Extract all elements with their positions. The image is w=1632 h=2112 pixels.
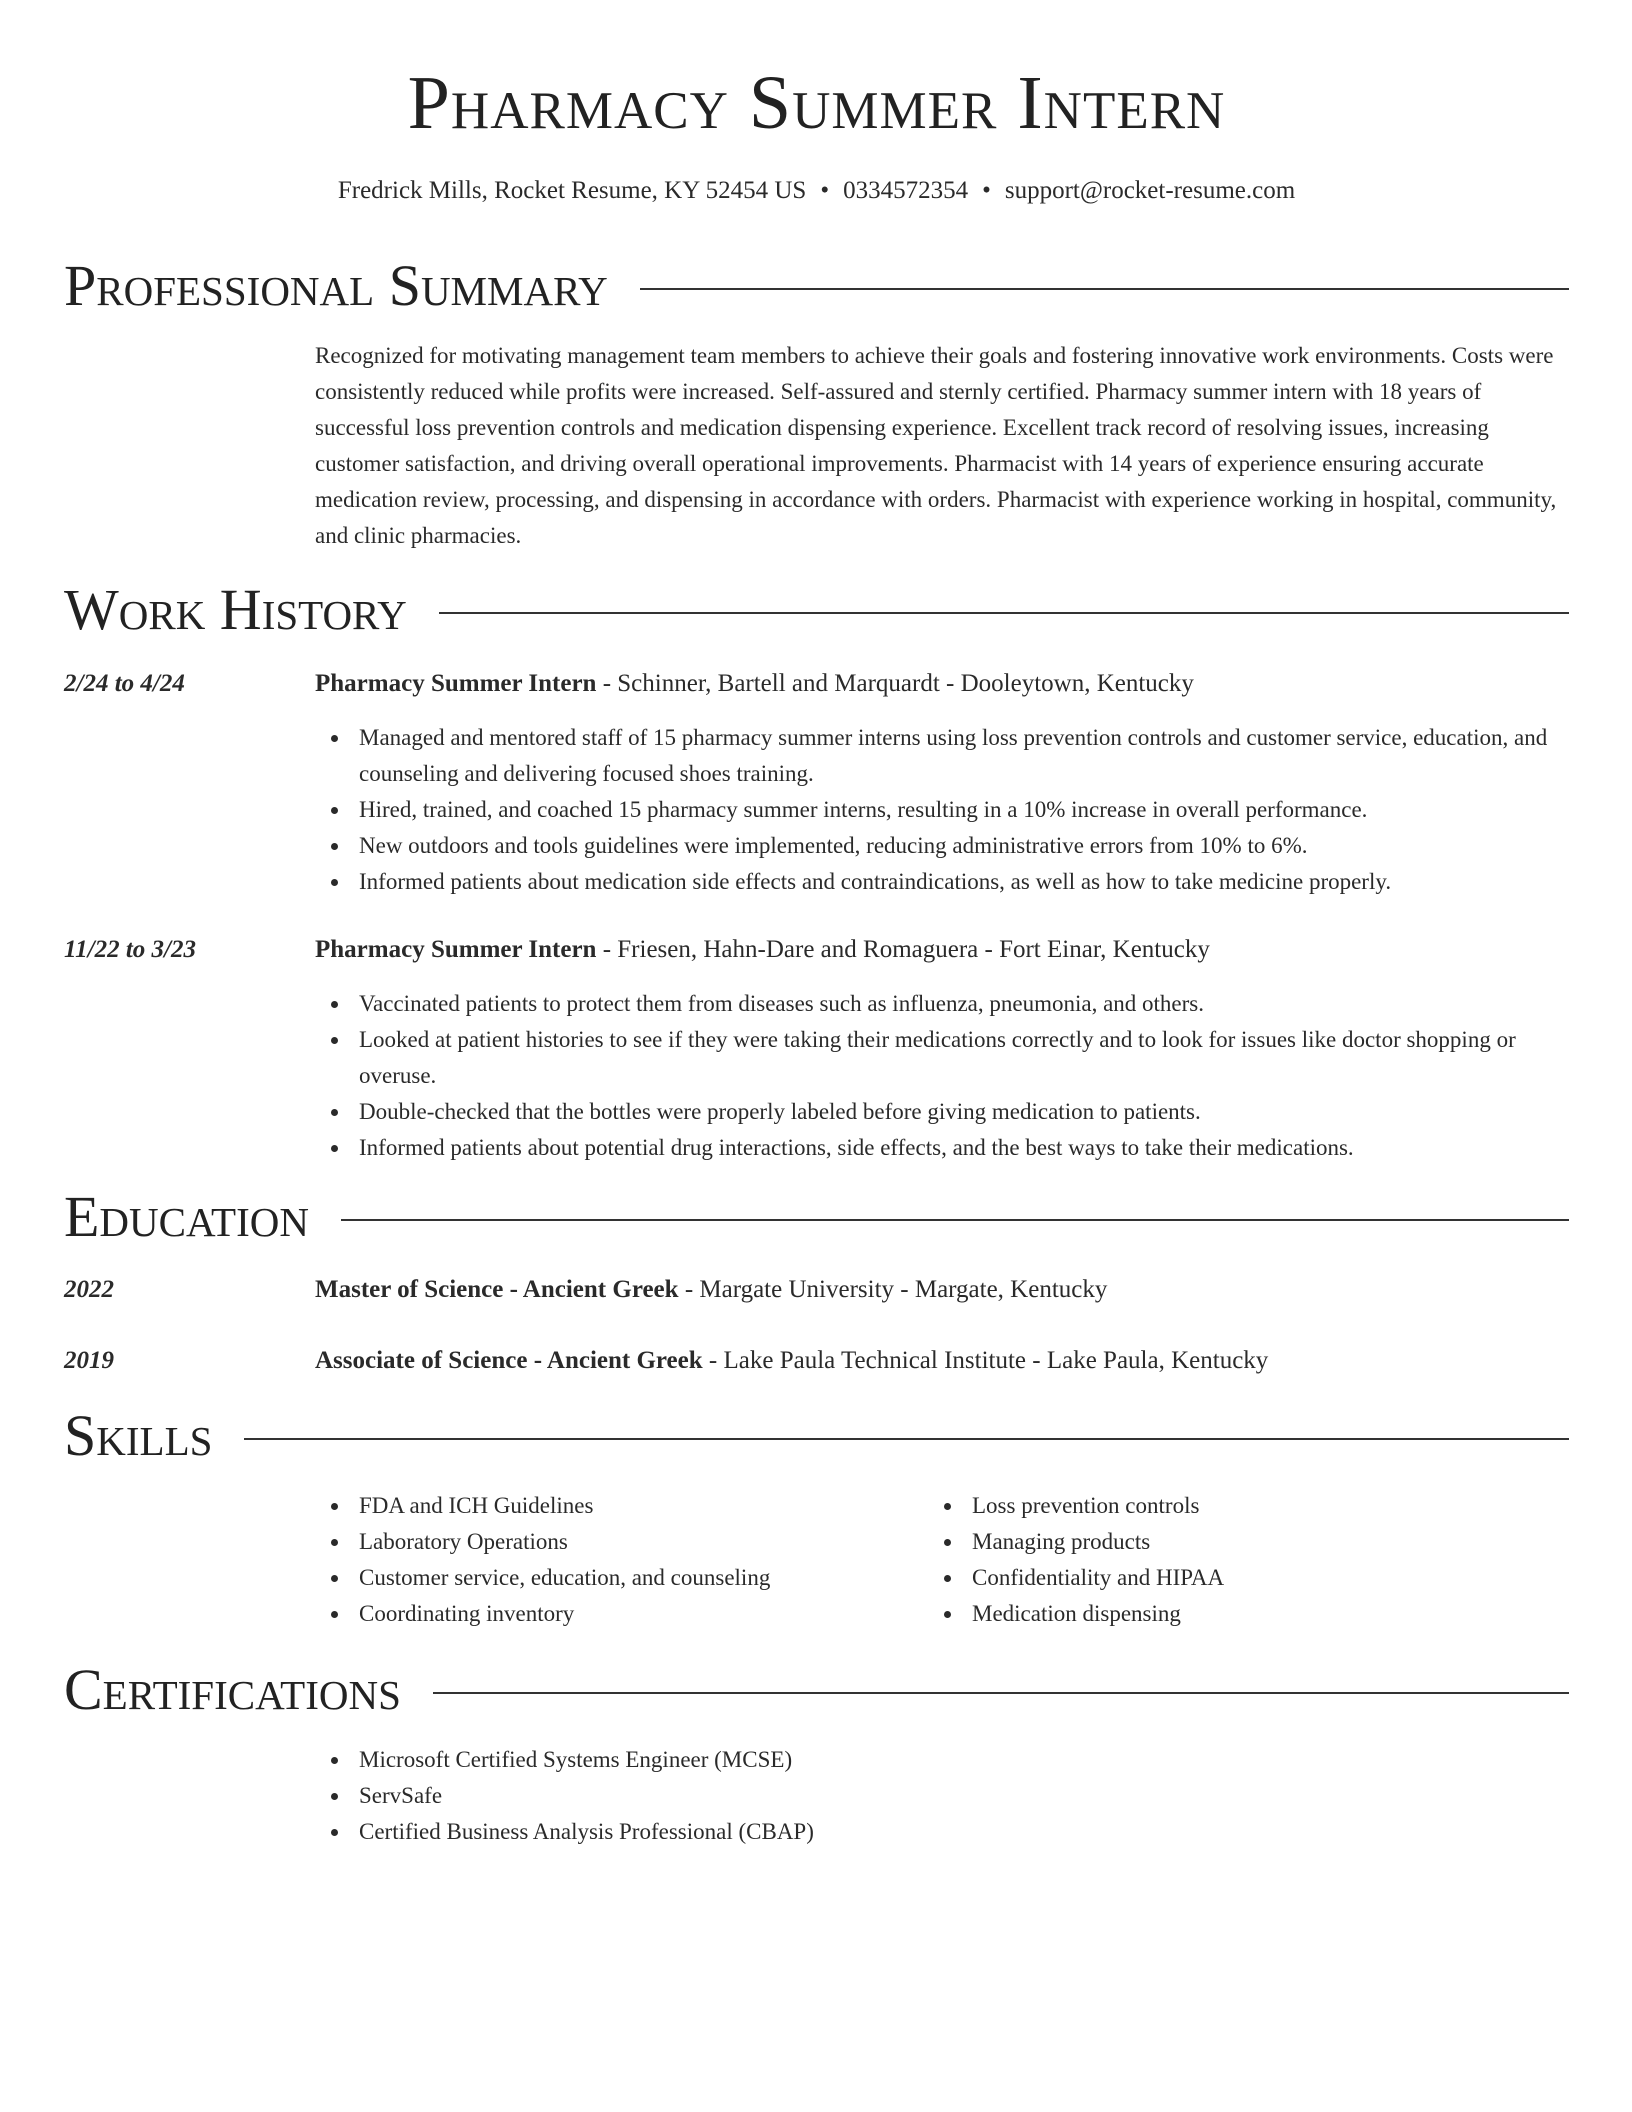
job-bullet: Managed and mentored staff of 15 pharmacy summer interns using loss prevention controls and customer service, education, and counseling and delivering focused shoes training. xyxy=(359,720,1569,792)
education-degree: Associate of Science - Ancient Greek xyxy=(315,1347,703,1374)
summary-section-header xyxy=(64,253,1569,318)
skills-section-header xyxy=(64,1403,1569,1468)
job-dates: 11/22 to 3/23 xyxy=(64,936,196,963)
job-bullet: Looked at patient histories to see if they were taking their medications correctly and to look for issues like doctor shopping or overuse. xyxy=(359,1022,1569,1094)
contact-address: Fredrick Mills, Rocket Resume, KY 52454 US xyxy=(337,177,807,204)
job-title: Pharmacy Summer Intern xyxy=(315,670,597,697)
job-bullet: Double-checked that the bottles were properly labeled before giving medication to patients. xyxy=(359,1094,1569,1130)
contact-line xyxy=(64,174,1569,208)
summary-text: Recognized for motivating management team members to achieve their goals and fostering innovative work environments. Costs were consistently reduced while profits were increased. Self-assured and sternly certified. Pharmacy summer intern with 18 years of successful loss prevention controls and medication dispensing experience. Excellent track record of resolving issues, increasing customer satisfaction, and driving overall operational improvements. Pharmacist with 14 years of experience ensuring accurate medication review, processing, and dispensing in accordance with orders. Pharmacist with experience working in hospital, community, and clinic pharmacies. xyxy=(315,343,1557,548)
skills-list-right xyxy=(928,1488,1532,1632)
certifications-section-header xyxy=(64,1657,1569,1722)
contact-separator: • xyxy=(820,177,830,204)
section-divider xyxy=(640,288,1569,290)
education-details: - Margate University - Margate, Kentucky xyxy=(678,1276,1108,1303)
education-heading: Education xyxy=(64,1184,309,1249)
section-divider xyxy=(244,1438,1569,1440)
job-bullets xyxy=(315,986,1569,1166)
certifications-heading: Certifications xyxy=(64,1657,401,1722)
certification-item: ServSafe xyxy=(359,1778,1359,1814)
job-bullet: Informed patients about potential drug interactions, side effects, and the best ways to take their medications. xyxy=(359,1130,1569,1166)
education-year: 2022 xyxy=(64,1276,114,1303)
skill-item: FDA and ICH Guidelines xyxy=(359,1488,919,1524)
job-heading xyxy=(315,932,1569,968)
job-dates: 2/24 to 4/24 xyxy=(64,670,185,697)
section-divider xyxy=(341,1219,1569,1221)
contact-phone: 0334572354 xyxy=(843,177,969,204)
job-title: Pharmacy Summer Intern xyxy=(315,936,597,963)
skill-item: Coordinating inventory xyxy=(359,1596,919,1632)
job-bullet: Hired, trained, and coached 15 pharmacy summer interns, resulting in a 10% increase in overall performance. xyxy=(359,792,1569,828)
job-details: - Friesen, Hahn-Dare and Romaguera - Fort Einar, Kentucky xyxy=(596,936,1210,963)
job-bullet: New outdoors and tools guidelines were implemented, reducing administrative errors from 10% to 6%. xyxy=(359,828,1569,864)
skills-list-left xyxy=(315,1488,919,1632)
skill-item: Confidentiality and HIPAA xyxy=(972,1560,1532,1596)
education-entry xyxy=(315,1272,1569,1308)
skill-item: Medication dispensing xyxy=(972,1596,1532,1632)
certification-item: Certified Business Analysis Professional (CBAP) xyxy=(359,1814,1359,1850)
skill-item: Laboratory Operations xyxy=(359,1524,919,1560)
skills-heading: Skills xyxy=(64,1403,213,1468)
summary-heading: Professional Summary xyxy=(64,253,608,318)
section-divider xyxy=(433,1692,1569,1694)
education-section-header xyxy=(64,1184,1569,1249)
job-bullet: Vaccinated patients to protect them from diseases such as influenza, pneumonia, and others. xyxy=(359,986,1569,1022)
education-entry xyxy=(315,1343,1569,1379)
resume-title: Pharmacy Summer Intern xyxy=(407,61,1226,145)
education-degree: Master of Science - Ancient Greek xyxy=(315,1276,679,1303)
education-details: - Lake Paula Technical Institute - Lake Paula, Kentucky xyxy=(702,1347,1269,1374)
certifications-list xyxy=(315,1742,1359,1850)
education-year: 2019 xyxy=(64,1347,114,1374)
contact-separator: • xyxy=(982,177,991,204)
job-bullet: Informed patients about medication side effects and contraindications, as well as how to take medicine properly. xyxy=(359,864,1569,900)
skill-item: Managing products xyxy=(972,1524,1532,1560)
job-details: - Schinner, Bartell and Marquardt - Dooleytown, Kentucky xyxy=(596,670,1194,697)
skill-item: Customer service, education, and counseling xyxy=(359,1560,919,1596)
job-heading xyxy=(315,666,1569,702)
work-section-header xyxy=(64,577,1569,642)
work-heading: Work History xyxy=(64,577,407,642)
section-divider xyxy=(439,612,1569,614)
skill-item: Loss prevention controls xyxy=(972,1488,1532,1524)
certification-item: Microsoft Certified Systems Engineer (MCSE) xyxy=(359,1742,1359,1778)
contact-email: support@rocket-resume.com xyxy=(1004,177,1296,204)
job-bullets xyxy=(315,720,1569,900)
